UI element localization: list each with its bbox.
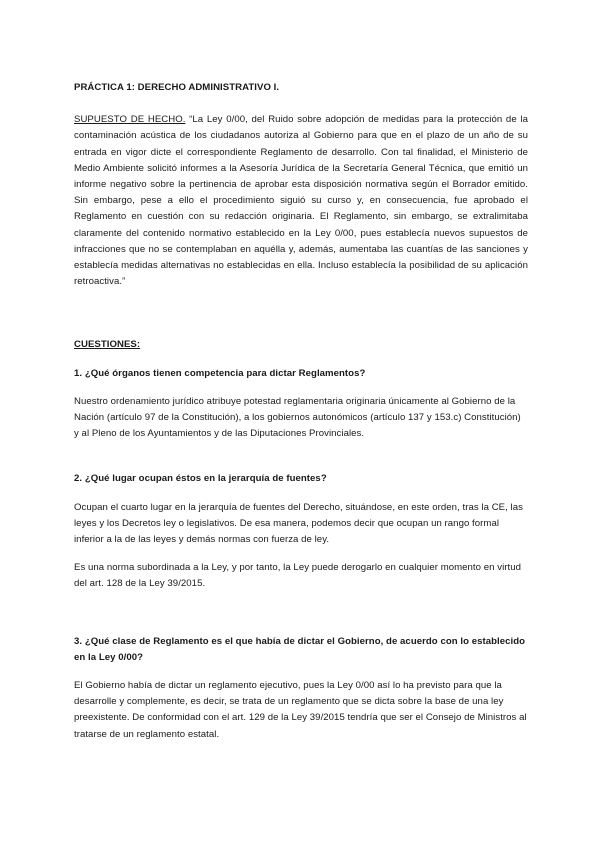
- supuesto-label: SUPUESTO DE HECHO.: [74, 114, 186, 126]
- answer-2b: Es una norma subordinada a la Ley, y por tanto, la Ley puede derogarlo en cualquier momento en virtud del art. 128 de la Ley 39/2015.: [74, 562, 521, 590]
- question-3: 3. ¿Qué clase de Reglamento es el que había de dictar el Gobierno, de acuerdo con lo establecido en la Ley 0/00?: [74, 635, 526, 663]
- answer-2a: Ocupan el cuarto lugar en la jerarquía de fuentes del Derecho, situándose, en este orden, tras la CE, las leyes y los Decretos ley o legislativos. De esa manera, podemos decir que ocupan un rango formal inferior a la de las leyes y demás normas con fuerza de ley.: [74, 501, 523, 546]
- cuestiones-heading: CUESTIONES:: [74, 339, 141, 351]
- supuesto-paragraph: [74, 112, 528, 290]
- supuesto-text: “La Ley 0/00, del Ruido sobre adopción de medidas para la protección de la contaminación acústica de los ciudadanos autoriza al Gobierno para que en el plazo de un año de su entrada en vigor dicte el correspondiente Reglamento de desarrollo. Con tal finalidad, el Ministerio de Medio Ambiente solicitó informes a la Asesoría Jurídica de la Secretaría General Técnica, que emitió un informe negativo sobre la pertinencia de aprobar esta disposición normativa según el Borrador emitido. Sin embargo, pese a ello el procedimiento siguió su curso y, en consecuencia, fue aprobado el Reglamento en cuestión con su redacción originaria. El Reglamento, sin embargo, se extralimitaba claramente del contenido normativo establecido en la Ley 0/00, pues establecía nuevos supuestos de infracciones que no se contemplaban en aquélla y, además, aumentaba las cuantías de las sanciones y establecía medidas alternativas no establecidas en ella. Incluso establecía la posibilidad de su aplicación retroactiva.”: [74, 114, 528, 288]
- answer-3: El Gobierno había de dictar un reglamento ejecutivo, pues la Ley 0/00 así lo ha previsto para que la desarrolle y complemente, es decir, se trata de un reglamento que se dicta sobre la base de una ley preexistente. De conformidad con el art. 129 de la Ley 39/2015 tendría que ser el Consejo de Ministros al tratarse de un reglamento estatal.: [74, 680, 527, 740]
- document-body: [74, 80, 528, 743]
- document-title: PRÁCTICA 1: DERECHO ADMINISTRATIVO I.: [74, 82, 280, 93]
- question-2: 2. ¿Qué lugar ocupan éstos en la jerarquía de fuentes?: [74, 473, 327, 485]
- answer-1: Nuestro ordenamiento jurídico atribuye potestad reglamentaria originaria únicamente al Gobierno de la Nación (artículo 97 de la Constitución), a los gobiernos autonómicos (artículo 137 y 153.c) Constitución) y al Pleno de los Ayuntamientos y de las Diputaciones Provinciales.: [74, 395, 521, 440]
- question-1: 1. ¿Qué órganos tienen competencia para dictar Reglamentos?: [74, 367, 366, 379]
